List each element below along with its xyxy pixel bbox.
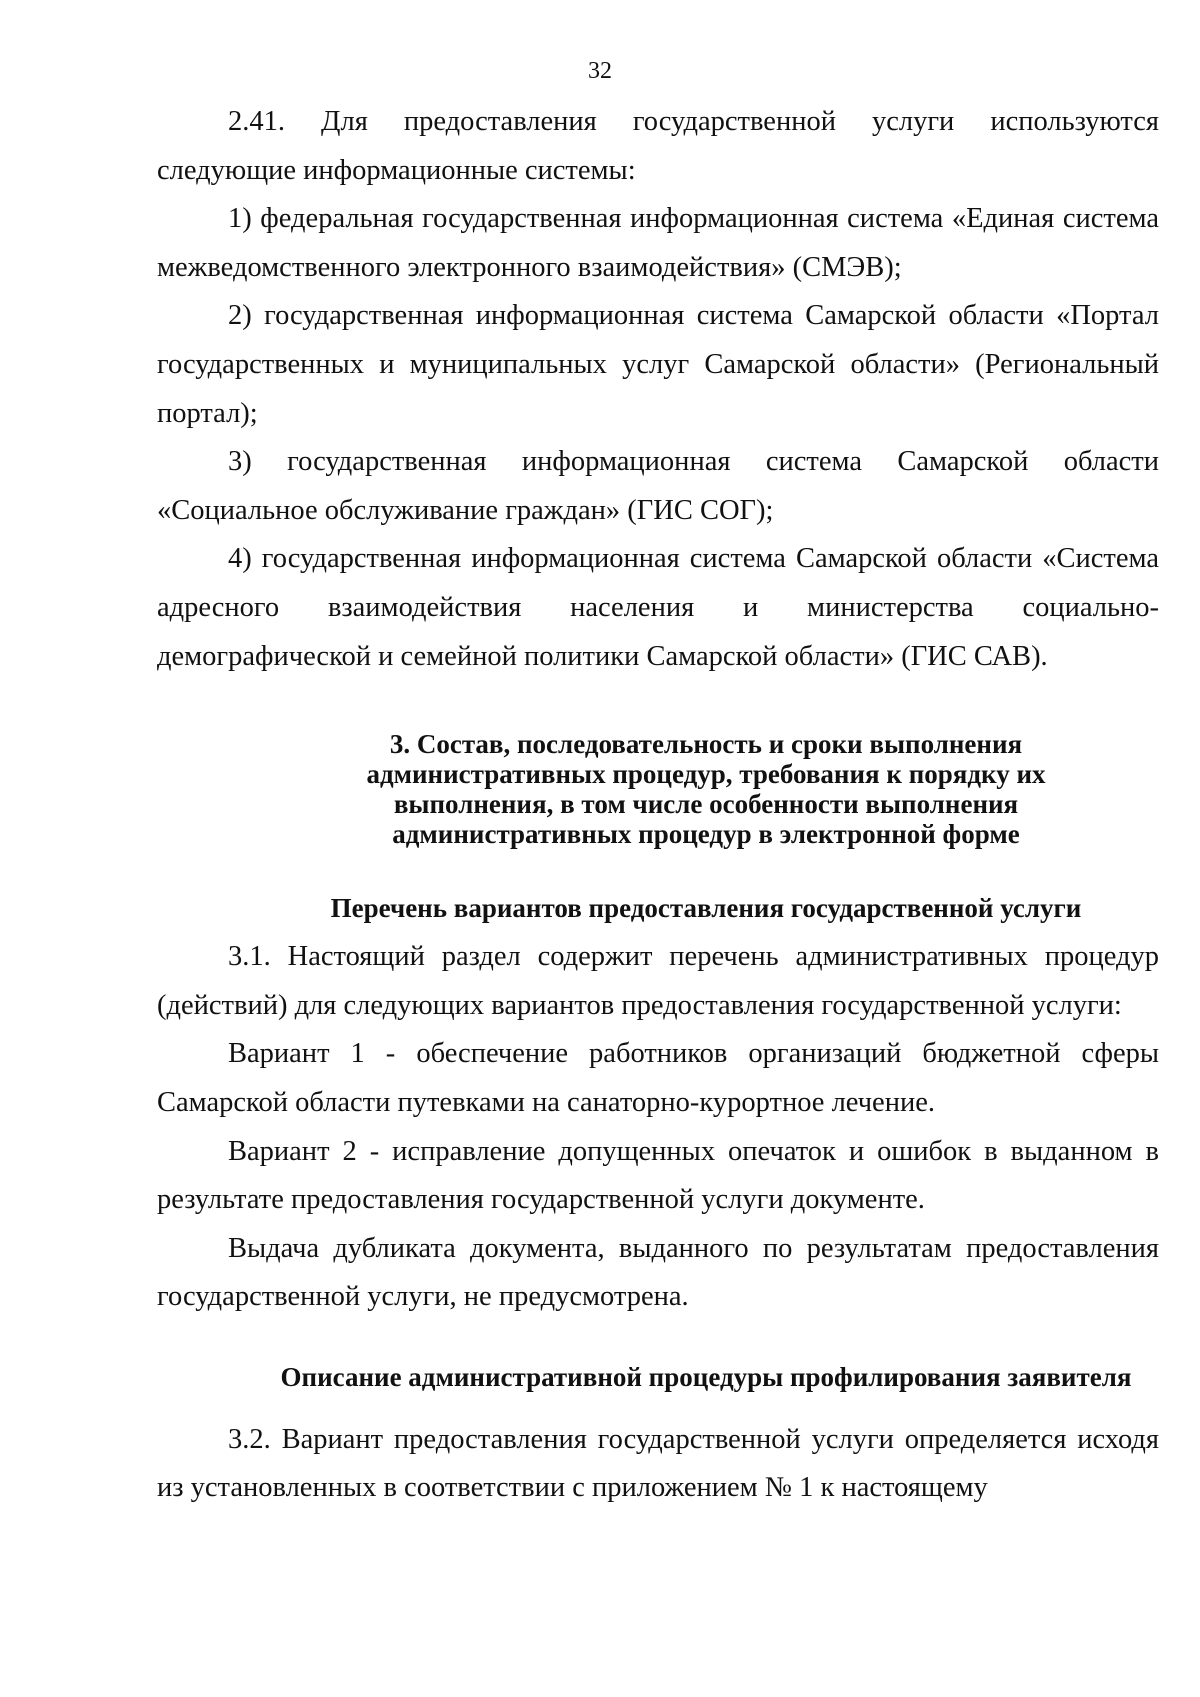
profiling-heading: Описание административной процедуры профилирования заявителя: [280, 1361, 1132, 1392]
paragraph-3-1: 3.1. Настоящий раздел содержит перечень административных процедур (действий) для следующих вариантов предоставления государственной услуги:: [157, 941, 1159, 1021]
variant-1-paragraph: Вариант 1 - обеспечение работников организаций бюджетной сферы Самарской области путевками на санаторно-курортное лечение.: [157, 1038, 1159, 1118]
variants-heading: Перечень вариантов предоставления государственной услуги: [330, 893, 1082, 924]
section-3-heading-line: 3. Состав, последовательность и сроки выполнения: [389, 729, 1023, 760]
section-3-heading-line: выполнения, в том числе особенности выполнения: [393, 789, 1019, 820]
list-item-2: 2) государственная информационная система Самарской области «Портал государственных и муниципальных услуг Самарской области» (Региональный портал);: [157, 300, 1159, 429]
page-number: 32: [588, 58, 612, 84]
list-item-1: 1) федеральная государственная информационная система «Единая система межведомственного электронного взаимодействия» (СМЭВ);: [157, 203, 1159, 283]
section-3-heading-line: административных процедур, требования к порядку их: [366, 759, 1046, 790]
document-body: [157, 98, 1159, 1513]
paragraph-2-41: 2.41. Для предоставления государственной услуги используются следующие информационные системы:: [157, 106, 1159, 186]
list-item-4: 4) государственная информационная система Самарской области «Система адресного взаимодействия населения и министерства социально-демографической и семейной политики Самарской области» (ГИС САВ).: [157, 543, 1159, 672]
section-3-heading-line: административных процедур в электронной форме: [392, 819, 1020, 850]
section-3-heading: [157, 729, 1159, 849]
variant-2-paragraph: Вариант 2 - исправление допущенных опечаток и ошибок в выданном в результате предоставления государственной услуги документе.: [157, 1135, 1159, 1216]
paragraph-3-2: 3.2. Вариант предоставления государственной услуги определяется исходя из установленных в соответствии с приложением № 1 к настоящему: [157, 1423, 1159, 1504]
duplicate-note-paragraph: Выдача дубликата документа, выданного по результатам предоставления государственной услуги, не предусмотрена.: [157, 1232, 1159, 1313]
list-item-3: 3) государственная информационная система Самарской области «Социальное обслуживание граждан» (ГИС СОГ);: [157, 446, 1159, 526]
